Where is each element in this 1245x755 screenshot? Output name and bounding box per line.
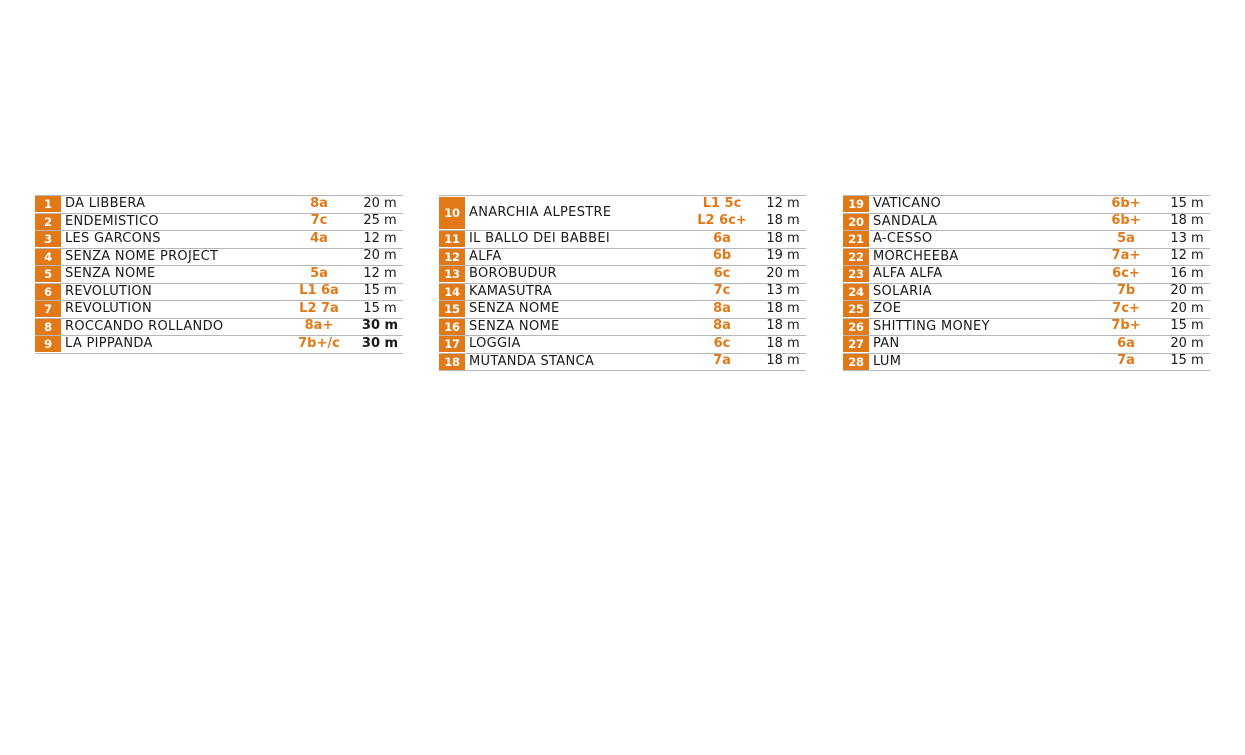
route-row — [439, 249, 806, 267]
route-grades — [281, 336, 357, 353]
route-length: 15 m — [363, 283, 397, 299]
route-lengths — [357, 231, 403, 248]
route-name: A-CESSO — [873, 231, 933, 247]
route-length: 15 m — [1170, 195, 1204, 211]
route-lengths — [357, 248, 403, 265]
route-lengths — [357, 283, 403, 300]
route-name: SENZA NOME — [469, 318, 560, 334]
route-row — [843, 301, 1210, 319]
route-grades — [684, 353, 760, 370]
route-grades — [684, 318, 760, 335]
route-length: 20 m — [1170, 300, 1204, 316]
route-grade: 6c — [713, 265, 731, 281]
route-lengths — [760, 301, 806, 318]
route-grade: 6b+ — [1111, 213, 1141, 229]
route-lengths — [357, 336, 403, 353]
route-row — [843, 284, 1210, 302]
route-length: 18 m — [766, 300, 800, 316]
route-grades — [281, 248, 357, 265]
route-name: BOROBUDUR — [469, 266, 557, 282]
route-name: LA PIPPANDA — [65, 336, 153, 352]
route-column-1 — [35, 195, 403, 354]
route-number-badge: 22 — [843, 249, 869, 265]
route-lengths — [357, 213, 403, 230]
route-lengths — [1164, 283, 1210, 300]
route-row — [439, 231, 806, 249]
route-length: 20 m — [1170, 335, 1204, 351]
route-grades — [1088, 353, 1164, 370]
route-length: 20 m — [363, 248, 397, 264]
route-grade: 7b+/c — [298, 335, 340, 351]
route-length: 15 m — [1170, 318, 1204, 334]
route-row — [843, 231, 1210, 249]
route-grade: 7a — [1117, 353, 1135, 369]
route-grades — [1088, 213, 1164, 230]
route-length: 18 m — [766, 353, 800, 369]
route-number-badge: 12 — [439, 249, 465, 265]
route-number-badge: 13 — [439, 266, 465, 282]
route-name: ENDEMISTICO — [65, 213, 159, 229]
route-number-badge: 16 — [439, 319, 465, 335]
route-name: ROCCANDO ROLLANDO — [65, 318, 224, 334]
route-number-badge: 20 — [843, 214, 869, 230]
route-grade: 8a — [310, 195, 328, 211]
route-number-badge: 5 — [35, 266, 61, 282]
route-grade: 5a — [1117, 230, 1135, 246]
route-grades — [281, 283, 357, 300]
route-grades — [684, 231, 760, 248]
route-lengths — [760, 266, 806, 283]
route-grade: 5a — [310, 265, 328, 281]
route-lengths — [760, 353, 806, 370]
route-grades — [684, 196, 760, 230]
route-name: DA LIBBERÀ — [65, 196, 146, 212]
route-grade: 6a — [713, 230, 731, 246]
route-row — [843, 214, 1210, 232]
route-number-badge: 9 — [35, 336, 61, 352]
route-grade: L2 6c+ — [697, 213, 747, 228]
route-lengths — [1164, 353, 1210, 370]
route-name: SENZA NOME — [65, 266, 156, 282]
route-row — [35, 284, 403, 302]
route-grades — [1088, 248, 1164, 265]
route-length: 18 m — [766, 335, 800, 351]
route-grades — [684, 301, 760, 318]
route-row — [843, 319, 1210, 337]
route-number-badge: 8 — [35, 319, 61, 335]
route-number-badge: 7 — [35, 301, 61, 317]
route-number-badge: 23 — [843, 266, 869, 282]
route-row — [35, 249, 403, 267]
route-grades — [1088, 231, 1164, 248]
route-row — [843, 249, 1210, 267]
route-grade: 7b — [1116, 283, 1136, 299]
route-grade: 6a — [1117, 335, 1135, 351]
route-length: 18 m — [766, 230, 800, 246]
route-grades — [684, 283, 760, 300]
route-row — [35, 196, 403, 214]
route-grades — [684, 266, 760, 283]
route-grades — [1088, 196, 1164, 213]
route-name: LOGGIA — [469, 336, 521, 352]
route-grade: 6b+ — [1111, 195, 1141, 211]
route-row — [439, 319, 806, 337]
route-name: ANARCHIA ALPESTRE — [469, 205, 612, 220]
route-number-badge: 4 — [35, 249, 61, 265]
route-grades — [281, 196, 357, 213]
route-grades — [281, 301, 357, 318]
route-grade: 4a — [310, 230, 328, 246]
route-lengths — [760, 283, 806, 300]
route-number-badge: 21 — [843, 231, 869, 247]
route-grades — [1088, 283, 1164, 300]
route-name: REVOLUTION — [65, 301, 152, 317]
route-length: 18 m — [1170, 213, 1204, 229]
route-name: SANDALA — [873, 213, 938, 229]
route-lengths — [760, 231, 806, 248]
route-number-badge: 11 — [439, 231, 465, 247]
route-number-badge: 24 — [843, 284, 869, 300]
route-row — [843, 336, 1210, 354]
route-length: 13 m — [766, 283, 800, 299]
route-grade: 7b+ — [1111, 318, 1141, 334]
route-grade: 6c+ — [1112, 265, 1140, 281]
route-number-badge: 27 — [843, 336, 869, 352]
route-length: 30 m — [361, 335, 399, 351]
route-grade: L1 5c — [702, 196, 742, 211]
route-grades — [1088, 336, 1164, 353]
route-name: MORCHEEBA — [873, 248, 959, 264]
route-length: 13 m — [1170, 230, 1204, 246]
route-lengths — [1164, 336, 1210, 353]
route-grades — [1088, 266, 1164, 283]
route-grade: 7c — [310, 213, 328, 229]
route-column-2 — [439, 195, 806, 371]
route-lengths — [1164, 231, 1210, 248]
route-name: LUM — [873, 353, 902, 369]
route-grade: 7c — [713, 283, 731, 299]
route-lengths — [760, 248, 806, 265]
route-number-badge: 1 — [35, 196, 61, 212]
route-name: SHITTING MONEY — [873, 318, 990, 334]
route-lengths — [1164, 318, 1210, 335]
route-grades — [281, 213, 357, 230]
route-column-3 — [843, 195, 1210, 371]
route-number-badge: 2 — [35, 214, 61, 230]
route-lengths — [1164, 248, 1210, 265]
route-length: 20 m — [766, 265, 800, 281]
route-lengths — [357, 196, 403, 213]
route-grade: 7a — [713, 353, 731, 369]
route-length: 30 m — [361, 318, 399, 334]
route-length: 25 m — [363, 213, 397, 229]
route-number-badge: 3 — [35, 231, 61, 247]
route-row — [35, 214, 403, 232]
route-number-badge: 10 — [439, 197, 465, 229]
route-name: ALFA — [469, 248, 502, 264]
route-row — [439, 266, 806, 284]
route-grade: 7a+ — [1111, 248, 1141, 264]
route-length: 12 m — [363, 230, 397, 246]
route-name: SOLARIA — [873, 283, 932, 299]
route-length: 20 m — [1170, 283, 1204, 299]
route-number-badge: 25 — [843, 301, 869, 317]
route-row — [35, 231, 403, 249]
route-number-badge: 18 — [439, 354, 465, 370]
route-name: REVOLUTION — [65, 283, 152, 299]
route-length: 12 m — [1170, 248, 1204, 264]
route-length: 16 m — [1170, 265, 1204, 281]
route-grade: 8a — [713, 300, 731, 316]
route-length: 12 m — [363, 265, 397, 281]
route-number-badge: 15 — [439, 301, 465, 317]
route-lengths — [357, 318, 403, 335]
route-name: IL BALLO DEI BABBEI — [469, 231, 610, 247]
route-row — [843, 354, 1210, 372]
route-grades — [684, 336, 760, 353]
route-grade: 8a+ — [304, 318, 334, 334]
route-lengths — [760, 336, 806, 353]
route-grade: 6b — [712, 248, 732, 264]
route-name: LES GARCONS — [65, 231, 161, 247]
route-lengths — [760, 196, 806, 230]
route-name: ZOE — [873, 301, 902, 317]
route-number-badge: 6 — [35, 284, 61, 300]
route-row — [35, 336, 403, 354]
route-grade: 8a — [713, 318, 731, 334]
route-lengths — [1164, 196, 1210, 213]
route-grades — [281, 318, 357, 335]
route-row — [35, 266, 403, 284]
route-row — [439, 196, 806, 231]
route-lengths — [1164, 213, 1210, 230]
route-name: ALFA ALFA — [873, 266, 943, 282]
route-grades — [281, 266, 357, 283]
route-number-badge: 28 — [843, 354, 869, 370]
route-name: SENZA NOME PROJECT — [65, 248, 219, 264]
route-grades — [1088, 301, 1164, 318]
route-name: SENZA NOME — [469, 301, 560, 317]
route-grade: 7c+ — [1112, 300, 1140, 316]
route-row — [439, 336, 806, 354]
route-grades — [1088, 318, 1164, 335]
route-row — [439, 354, 806, 372]
route-name: KAMASUTRA — [469, 283, 553, 299]
route-grades — [684, 248, 760, 265]
route-row — [439, 284, 806, 302]
route-grade: L1 6a — [299, 283, 339, 299]
route-grade: L2 7a — [299, 300, 339, 316]
route-length: 12 m — [766, 196, 800, 211]
route-number-badge: 17 — [439, 336, 465, 352]
route-lengths — [760, 318, 806, 335]
route-lengths — [357, 301, 403, 318]
route-row — [843, 196, 1210, 214]
route-lengths — [1164, 266, 1210, 283]
route-grades — [281, 231, 357, 248]
route-row — [439, 301, 806, 319]
route-grade: 6c — [713, 335, 731, 351]
route-length: 19 m — [766, 248, 800, 264]
route-lengths — [357, 266, 403, 283]
route-length: 15 m — [363, 300, 397, 316]
route-lengths — [1164, 301, 1210, 318]
route-row — [35, 301, 403, 319]
route-row — [35, 319, 403, 337]
route-length: 20 m — [363, 195, 397, 211]
route-name: VATICANO — [873, 196, 942, 212]
route-length: 18 m — [766, 213, 800, 228]
route-name: MUTANDA STANCA — [469, 353, 595, 369]
route-name: PAN — [873, 336, 900, 352]
route-number-badge: 14 — [439, 284, 465, 300]
route-number-badge: 26 — [843, 319, 869, 335]
route-number-badge: 19 — [843, 196, 869, 212]
route-length: 15 m — [1170, 353, 1204, 369]
route-row — [843, 266, 1210, 284]
route-length: 18 m — [766, 318, 800, 334]
